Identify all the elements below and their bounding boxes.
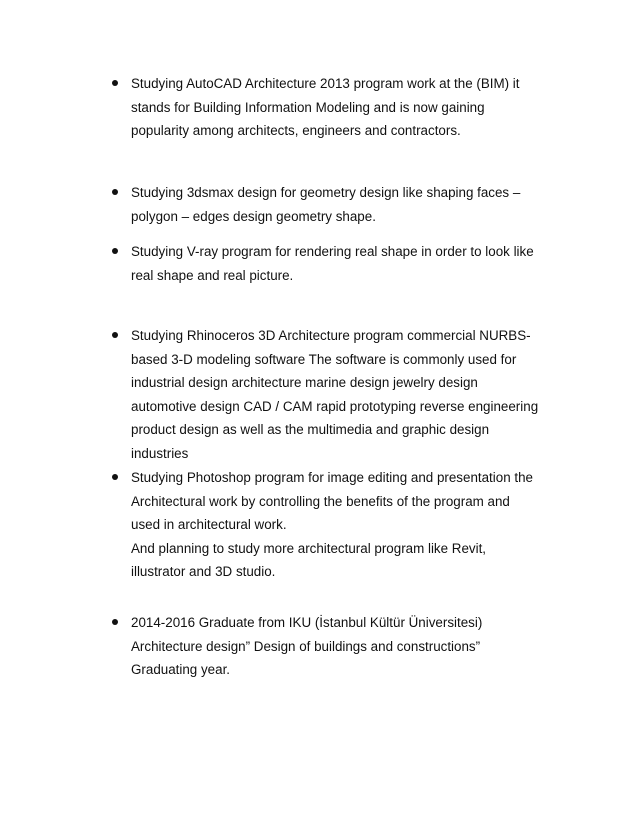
list-item-text: Studying Rhinoceros 3D Architecture program commercial NURBS- based 3-D modeling software The software is commonly used for industrial design architecture marine design jewelry design automotive design CAD / CAM rapid prototyping reverse engineering product design as well as the multimedia and graphic design industries — [131, 328, 539, 461]
list-item-text: 2014-2016 Graduate from IKU (İstanbul Kültür Üniversitesi) Architecture design” Design of buildings and constructions” Graduating year. — [131, 615, 483, 677]
list-item-text: Studying Photoshop program for image editing and presentation the Architectural work by controlling the benefits of the program and used in architectural work. And planning to study more architectural program like Revit, illustrator and 3D studio. — [131, 470, 533, 579]
list-item-text: Studying V-ray program for rendering real shape in order to look like real shape and real picture. — [131, 244, 534, 283]
bullet-icon — [112, 248, 118, 254]
bullet-icon — [112, 332, 118, 338]
list-item — [112, 466, 552, 584]
bullet-icon — [112, 619, 118, 625]
list-item — [112, 324, 552, 465]
bullet-icon — [112, 80, 118, 86]
list-item-text: Studying 3dsmax design for geometry design like shaping faces – polygon – edges design geometry shape. — [131, 185, 521, 224]
list-item — [112, 240, 552, 287]
list-item — [112, 611, 552, 682]
list-item — [112, 181, 552, 228]
bullet-icon — [112, 189, 118, 195]
list-item-text: Studying AutoCAD Architecture 2013 program work at the (BIM) it stands for Building Information Modeling and is now gaining popularity among architects, engineers and contractors. — [131, 76, 520, 138]
list-item — [112, 72, 552, 143]
bullet-icon — [112, 474, 118, 480]
